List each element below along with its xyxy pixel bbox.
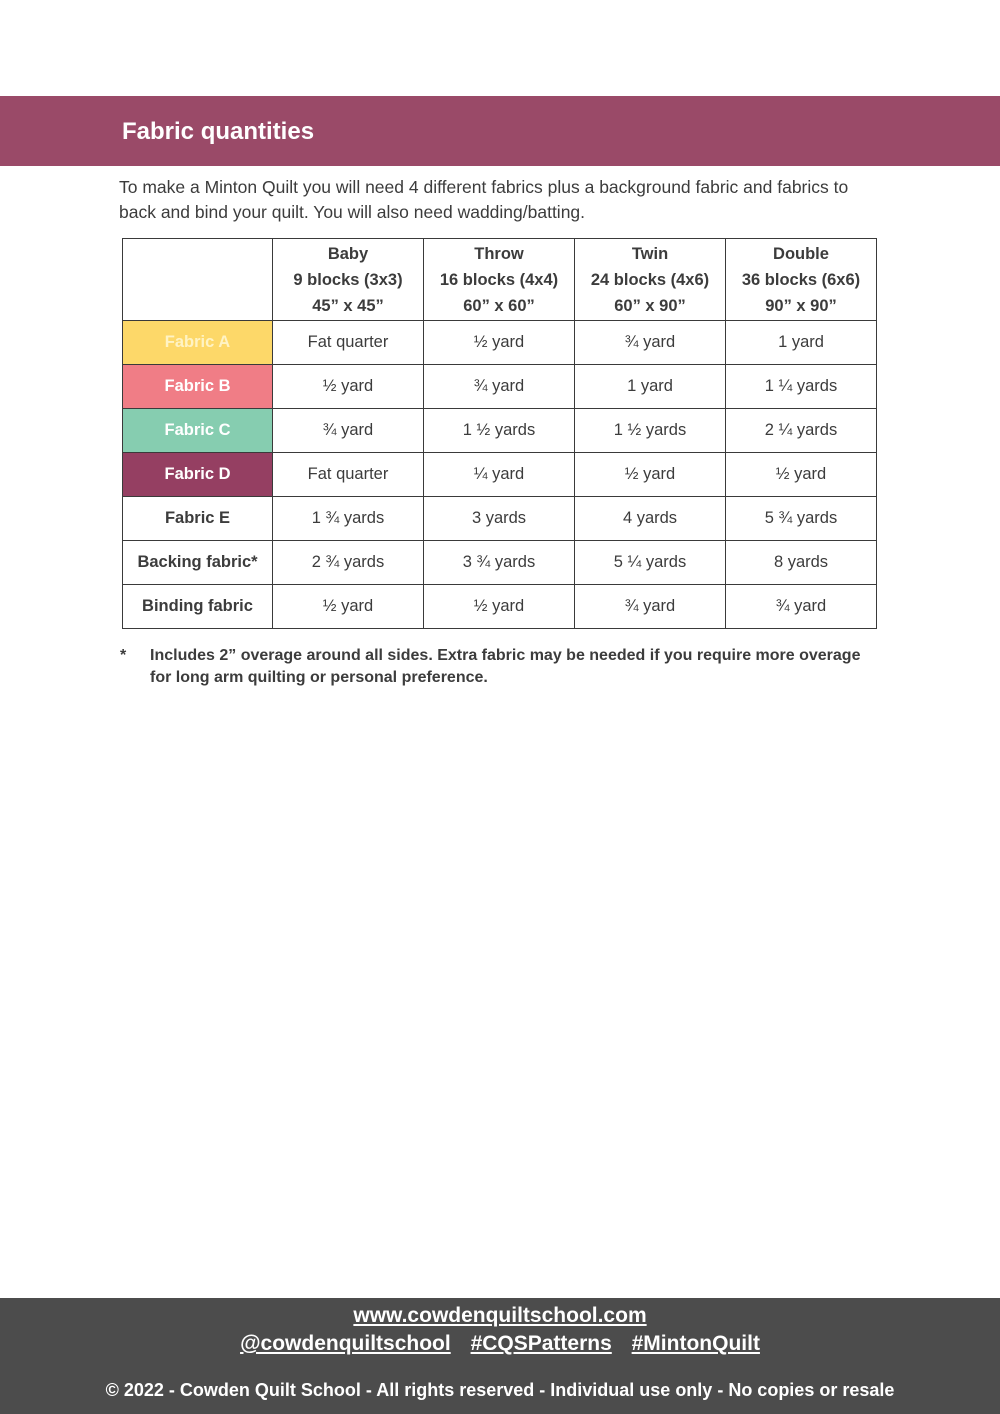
- row-label-fabric-e: Fabric E: [123, 497, 273, 541]
- website-link[interactable]: www.cowdenquiltschool.com: [353, 1304, 647, 1327]
- quantity-cell: ½ yard: [273, 585, 424, 629]
- quantity-cell: 3 ¾ yards: [424, 541, 575, 585]
- row-label-fabric-b: Fabric B: [123, 365, 273, 409]
- header-size-name: Baby: [327, 244, 369, 263]
- header-dimensions: 60” x 90”: [614, 296, 686, 315]
- table-row: [123, 365, 877, 409]
- hashtag-link[interactable]: #MintonQuilt: [631, 1332, 760, 1355]
- quantity-cell: 1 ¾ yards: [273, 497, 424, 541]
- row-label-binding-fabric: Binding fabric: [123, 585, 273, 629]
- table-header-row: [123, 239, 877, 321]
- quantity-cell: Fat quarter: [273, 321, 424, 365]
- intro-paragraph: To make a Minton Quilt you will need 4 different fabrics plus a background fabric and fabrics to back and bind your quilt. You will also need wadding/batting.: [119, 177, 849, 222]
- quantity-cell: 2 ¾ yards: [273, 541, 424, 585]
- header-dimensions: 45” x 45”: [312, 296, 384, 315]
- header-cell: [273, 239, 424, 321]
- header-dimensions: 90” x 90”: [765, 296, 837, 315]
- quantity-cell: ¾ yard: [575, 321, 726, 365]
- header-blocks: 36 blocks (6x6): [741, 270, 861, 289]
- quantity-cell: 3 yards: [424, 497, 575, 541]
- page-footer: [0, 1298, 1000, 1414]
- quantity-cell: Fat quarter: [273, 453, 424, 497]
- row-label-fabric-d: Fabric D: [123, 453, 273, 497]
- quantity-cell: ½ yard: [273, 365, 424, 409]
- quantity-cell: 1 ½ yards: [424, 409, 575, 453]
- header-blocks: 9 blocks (3x3): [293, 270, 403, 289]
- quantity-cell: 5 ¾ yards: [726, 497, 877, 541]
- fabric-quantities-table: [122, 238, 877, 629]
- quantity-cell: 5 ¼ yards: [575, 541, 726, 585]
- quantity-cell: 2 ¼ yards: [726, 409, 877, 453]
- header-blocks: 16 blocks (4x4): [439, 270, 559, 289]
- quantity-cell: 1 yard: [575, 365, 726, 409]
- row-label-backing-fabric: Backing fabric*: [123, 541, 273, 585]
- header-blocks: 24 blocks (4x6): [590, 270, 710, 289]
- quantity-cell: 1 yard: [726, 321, 877, 365]
- header-cell: [726, 239, 877, 321]
- social-handle-link[interactable]: @cowdenquiltschool: [240, 1332, 451, 1355]
- quantity-cell: ¼ yard: [424, 453, 575, 497]
- table-row: [123, 409, 877, 453]
- header-empty-cell: [123, 239, 273, 321]
- quantity-cell: 8 yards: [726, 541, 877, 585]
- quantity-cell: ¾ yard: [575, 585, 726, 629]
- hashtag-link[interactable]: #CQSPatterns: [470, 1332, 612, 1355]
- header-cell: [575, 239, 726, 321]
- table-row: [123, 541, 877, 585]
- section-title: Fabric quantities: [122, 118, 315, 145]
- quantity-cell: ¾ yard: [726, 585, 877, 629]
- table-row: [123, 453, 877, 497]
- table-row: [123, 321, 877, 365]
- quantity-cell: ½ yard: [424, 585, 575, 629]
- social-links: [0, 1332, 1000, 1356]
- footnote-text: Includes 2” overage around all sides. Extra fabric may be needed if you require more overage for long arm quilting or personal preference.: [150, 647, 861, 686]
- quantity-cell: ½ yard: [726, 453, 877, 497]
- header-size-name: Double: [773, 244, 829, 263]
- header-cell: [424, 239, 575, 321]
- section-banner: [0, 96, 1000, 166]
- table-row: [123, 497, 877, 541]
- header-dimensions: 60” x 60”: [463, 296, 535, 315]
- quantity-cell: 1 ½ yards: [575, 409, 726, 453]
- quantity-cell: 1 ¼ yards: [726, 365, 877, 409]
- table-row: [123, 585, 877, 629]
- row-label-fabric-c: Fabric C: [123, 409, 273, 453]
- header-size-name: Throw: [474, 244, 524, 263]
- quantity-cell: ¾ yard: [273, 409, 424, 453]
- footnote-marker: *: [120, 647, 127, 664]
- row-label-fabric-a: Fabric A: [123, 321, 273, 365]
- quantity-cell: ½ yard: [575, 453, 726, 497]
- header-size-name: Twin: [631, 244, 669, 263]
- quantity-cell: 4 yards: [575, 497, 726, 541]
- quantity-cell: ¾ yard: [424, 365, 575, 409]
- copyright-notice: © 2022 - Cowden Quilt School - All rights reserved - Individual use only - No copies or resale: [105, 1380, 895, 1400]
- quantity-cell: ½ yard: [424, 321, 575, 365]
